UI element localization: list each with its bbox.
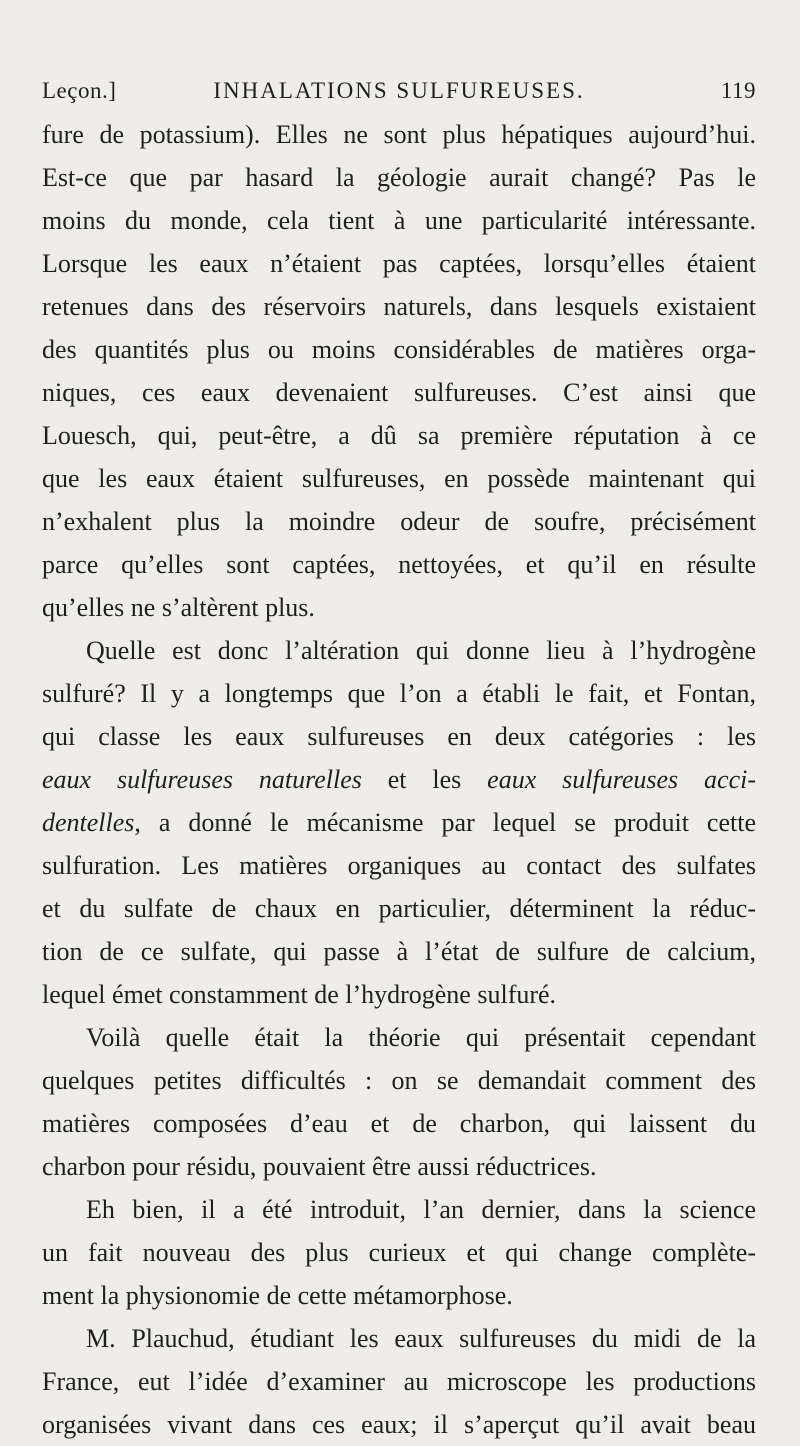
text-line: lequel émet constamment de l’hydrogène sulfuré.	[42, 980, 557, 1009]
text-line: tion de ce sulfate, qui passe à l’état de sulfure de calcium,	[42, 937, 756, 966]
text-line: Eh bien, il a été introduit, l’an dernier, dans la science	[86, 1195, 756, 1224]
text-line: quelques petites difficultés : on se demandait comment des	[42, 1066, 756, 1095]
text-line: organisées vivant dans ces eaux; il s’aperçut qu’il avait beau	[42, 1410, 756, 1439]
text-run: , a donné le mécanisme par lequel se produit cette	[134, 808, 756, 837]
text-line: qu’elles ne s’altèrent plus.	[42, 593, 315, 622]
text-line: charbon pour résidu, pouvaient être aussi réductrices.	[42, 1152, 597, 1181]
header-title: INHALATIONS SULFUREUSES.	[213, 78, 585, 103]
text-line: des quantités plus ou moins considérables de matières orga-	[42, 335, 756, 364]
text-line-with-italics	[42, 758, 756, 801]
text-line-with-italics	[42, 801, 756, 844]
header-lecon: Leçon.]	[42, 78, 117, 103]
text-line: et du sulfate de chaux en particulier, déterminent la réduc-	[42, 894, 756, 923]
text-line: Lorsque les eaux n’étaient pas captées, lorsqu’elles étaient	[42, 249, 756, 278]
text-line: que les eaux étaient sulfureuses, en possède maintenant qui	[42, 464, 756, 493]
text-line: niques, ces eaux devenaient sulfureuses. C’est ainsi que	[42, 378, 756, 407]
running-header	[42, 78, 756, 108]
text-line: sulfuré? Il y a longtemps que l’on a établi le fait, et Fontan,	[42, 679, 756, 708]
text-line: qui classe les eaux sulfureuses en deux catégories : les	[42, 722, 756, 751]
text-line: France, eut l’idée d’examiner au microscope les productions	[42, 1367, 756, 1396]
text-line: Quelle est donc l’altération qui donne lieu à l’hydrogène	[86, 636, 756, 665]
body-text	[42, 113, 756, 1446]
text-line: ment la physionomie de cette métamorphose.	[42, 1281, 513, 1310]
text-line: un fait nouveau des plus curieux et qui change complète-	[42, 1238, 756, 1267]
text-line: fure de potassium). Elles ne sont plus hépatiques aujourd’hui.	[42, 120, 756, 149]
text-line: M. Plauchud, étudiant les eaux sulfureuses du midi de la	[86, 1324, 756, 1353]
text-line: retenues dans des réservoirs naturels, dans lesquels existaient	[42, 292, 756, 321]
text-line: moins du monde, cela tient à une particularité intéressante.	[42, 206, 756, 235]
text-line: matières composées d’eau et de charbon, qui laissent du	[42, 1109, 756, 1138]
text-line: n’exhalent plus la moindre odeur de soufre, précisément	[42, 507, 756, 536]
text-run: et les	[387, 765, 462, 794]
italic-term: eaux sulfureuses naturelles	[42, 765, 362, 794]
text-line: sulfuration. Les matières organiques au contact des sulfates	[42, 851, 756, 880]
text-line: Voilà quelle était la théorie qui présentait cependant	[86, 1023, 756, 1052]
text-line: Est-ce que par hasard la géologie aurait changé? Pas le	[42, 163, 756, 192]
page-number: 119	[720, 78, 756, 103]
text-line: parce qu’elles sont captées, nettoyées, et qu’il en résulte	[42, 550, 756, 579]
italic-term: eaux sulfureuses acci-	[487, 765, 756, 794]
italic-term: dentelles	[42, 808, 135, 837]
text-line: Louesch, qui, peut-être, a dû sa première réputation à ce	[42, 421, 756, 450]
